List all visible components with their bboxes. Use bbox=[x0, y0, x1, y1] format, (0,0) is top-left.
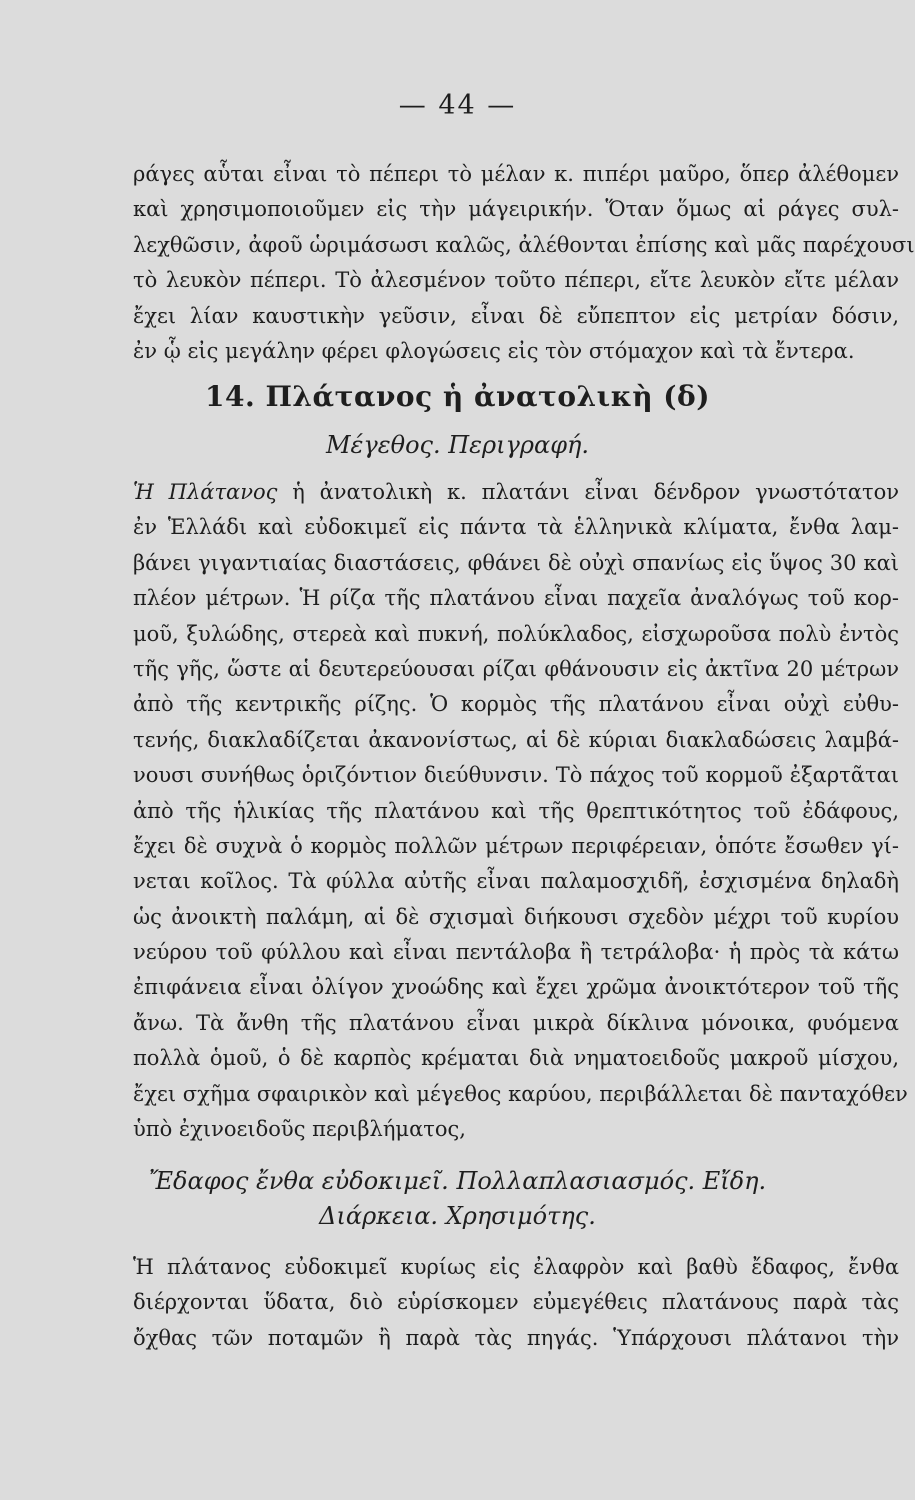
text-line: ὄχθας τῶν ποταμῶν ἢ παρὰ τὰς πηγάς. Ὑπάρχουσι πλάτανοι τὴν bbox=[133, 1325, 899, 1350]
text-line: τῆς γῆς, ὥστε αἱ δευτερεύουσαι ρίζαι φθάνουσιν εἰς ἀκτῖνα 20 μέτρων bbox=[133, 656, 899, 681]
text-line bbox=[133, 475, 899, 510]
text-line: ἐπιφάνεια εἶναι ὀλίγον χνοώδης καὶ ἔχει χρῶμα ἀνοικτότερον τοῦ τῆς bbox=[133, 975, 899, 1000]
paragraph-soil bbox=[133, 1250, 899, 1356]
text-line: νουσι συνήθως ὁριζόντιον διεύθυνσιν. Τὸ πάχος τοῦ κορμοῦ ἐξαρτᾶται bbox=[133, 763, 899, 788]
text-line: λεχθῶσιν, ἀφοῦ ὡριμάσωσι καλῶς, ἀλέθονται ἐπίσης καὶ μᾶς παρέχουσι bbox=[133, 232, 915, 257]
paragraph-plane-tree bbox=[133, 475, 908, 1147]
subheading-soil-propagation: Ἔδαφος ἔνθα εὐδοκιμεῖ. Πολλαπλασιασμός. Εἴδη. bbox=[148, 1167, 767, 1195]
text-line: ἀπὸ τῆς ἡλικίας τῆς πλατάνου καὶ τῆς θρεπτικότητος τοῦ ἐδάφους, bbox=[133, 798, 899, 823]
text-line: ἐν ᾧ εἰς μεγάλην φέρει φλογώσεις εἰς τὸν στόμαχον καὶ τὰ ἔντερα. bbox=[133, 338, 855, 363]
text-line: βάνει γιγαντιαίας διαστάσεις, φθάνει δὲ οὐχὶ σπανίως εἰς ὕψος 30 καὶ bbox=[133, 550, 899, 575]
text-line: ἐν Ἑλλάδι καὶ εὐδοκιμεῖ εἰς πάντα τὰ ἑλληνικὰ κλίματα, ἔνθα λαμ- bbox=[133, 515, 899, 540]
text-line: Ἡ πλάτανος εὐδοκιμεῖ κυρίως εἰς ἐλαφρὸν καὶ βαθὺ ἔδαφος, ἔνθα bbox=[133, 1255, 899, 1279]
text-line: καὶ χρησιμοποιοῦμεν εἰς τὴν μάγειρικήν. Ὅταν ὅμως αἱ ράγες συλ- bbox=[133, 197, 899, 222]
text-line: νεται κοῖλος. Τὰ φύλλα αὐτῆς εἶναι παλαμοσχιδῆ, ἐσχισμένα δηλαδὴ bbox=[133, 869, 899, 894]
subheading-size-description: Μέγεθος. Περιγραφή. bbox=[325, 431, 590, 459]
text-line: ἔχει σχῆμα σφαιρικὸν καὶ μέγεθος καρύου, περιβάλλεται δὲ πανταχόθεν bbox=[133, 1081, 908, 1106]
text-line: ἀπὸ τῆς κεντρικῆς ρίζης. Ὁ κορμὸς τῆς πλατάνου εἶναι οὐχὶ εὐθυ- bbox=[133, 692, 899, 717]
text-line: ἔχει δὲ συχνὰ ὁ κορμὸς πολλῶν μέτρων περιφέρειαν, ὁπότε ἔσωθεν γί- bbox=[133, 833, 899, 858]
paragraph-pepper bbox=[133, 157, 915, 369]
italic-term: Ἡ Πλάτανος bbox=[133, 480, 278, 504]
text-line: πλέον μέτρων. Ἡ ρίζα τῆς πλατάνου εἶναι παχεῖα ἀναλόγως τοῦ κορ- bbox=[133, 586, 899, 611]
text-line-rest: ἡ ἀνατολικὴ κ. πλατάνι εἶναι δένδρον γνωστότατον bbox=[277, 480, 899, 504]
text-line: πολλὰ ὁμοῦ, ὁ δὲ καρπὸς κρέμαται διὰ νηματοειδοῦς μακροῦ μίσχου, bbox=[133, 1046, 899, 1071]
text-line: ὡς ἀνοικτὴ παλάμη, αἱ δὲ σχισμαὶ διήκουσι σχεδὸν μέχρι τοῦ κυρίου bbox=[133, 904, 899, 929]
page-number: — 44 — bbox=[398, 90, 517, 121]
text-line: ἔχει λίαν καυστικὴν γεῦσιν, εἶναι δὲ εὔπεπτον εἰς μετρίαν δόσιν, bbox=[133, 303, 899, 328]
text-line: νεύρου τοῦ φύλλου καὶ εἶναι πεντάλοβα ἢ τετράλοβα· ἡ πρὸς τὰ κάτω bbox=[133, 940, 899, 965]
subheading-duration-usefulness: Διάρκεια. Χρησιμότης. bbox=[319, 1202, 596, 1230]
text-line: ράγες αὗται εἶναι τὸ πέπερι τὸ μέλαν κ. πιπέρι μαῦρο, ὅπερ ἀλέθομεν bbox=[133, 162, 899, 186]
text-line: ὑπὸ ἐχινοειδοῦς περιβλήματος, bbox=[133, 1117, 466, 1142]
text-line: μοῦ, ξυλώδης, στερεὰ καὶ πυκνή, πολύκλαδος, εἰσχωροῦσα πολὺ ἐντὸς bbox=[133, 621, 899, 646]
text-line: διέρχονται ὕδατα, διὸ εὑρίσκομεν εὐμεγέθεις πλατάνους παρὰ τὰς bbox=[133, 1290, 899, 1315]
text-line: ἄνω. Τὰ ἄνθη τῆς πλατάνου εἶναι μικρὰ δίκλινα μόνοικα, φυόμενα bbox=[133, 1010, 899, 1035]
section-heading: 14. Πλάτανος ἡ ἀνατολικὴ (δ) bbox=[205, 380, 710, 413]
text-line: τενής, διακλαδίζεται ἀκανονίστως, αἱ δὲ κύριαι διακλαδώσεις λαμβά- bbox=[133, 727, 899, 752]
text-line: τὸ λευκὸν πέπερι. Τὸ ἀλεσμένον τοῦτο πέπερι, εἴτε λευκὸν εἴτε μέλαν bbox=[133, 268, 899, 293]
